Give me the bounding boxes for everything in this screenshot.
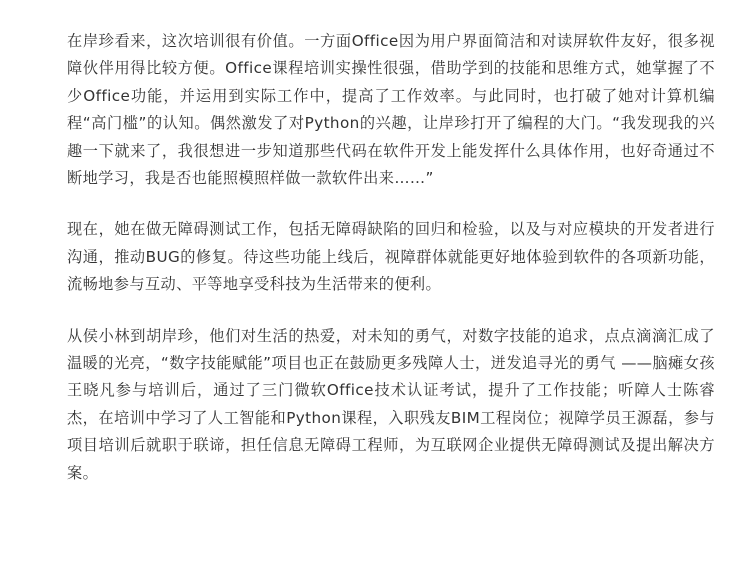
paragraph-2: 现在，她在做无障碍测试工作，包括无障碍缺陷的回归和检验，以及与对应模块的开发者进行沟通，推动BUG的修复。待这些功能上线后，视障群体就能更好地体验到软件的各项新功能，流畅地参与互动、平等地享受科技为生活带来的便利。 — [67, 220, 715, 294]
paragraph-3: 从侯小林到胡岸珍，他们对生活的热爱，对未知的勇气，对数字技能的追求，点点滴滴汇成了温暖的光亮，“数字技能赋能”项目也正在鼓励更多残障人士，迸发追寻光的勇气 ——脑瘫女孩王晓凡参与培训后，通过了三门微软Office技术认证考试，提升了工作技能；听障人士陈睿杰，在培训中学习了人工智能和Python课程，入职残友BIM工程岗位；视障学员王源磊，参与项目培训后就职于联谛，担任信息无障碍工程师，为互联网企业提供无障碍测试及提出解决方案。 — [67, 326, 715, 482]
article-body — [67, 28, 715, 487]
paragraph-1: 在岸珍看来，这次培训很有价值。一方面Office因为用户界面简洁和对读屏软件友好，很多视障伙伴用得比较方便。Office课程培训实操性很强，借助学到的技能和思维方式，她掌握了不少Office功能，并运用到实际工作中，提高了工作效率。与此同时，也打破了她对计算机编程“高门槛”的认知。偶然激发了对Python的兴趣，让岸珍打开了编程的大门。“我发现我的兴趣一下就来了，我很想进一步知道那些代码在软件开发上能发挥什么具体作用，也好奇通过不断地学习，我是否也能照模照样做一款软件出来……” — [67, 32, 715, 188]
